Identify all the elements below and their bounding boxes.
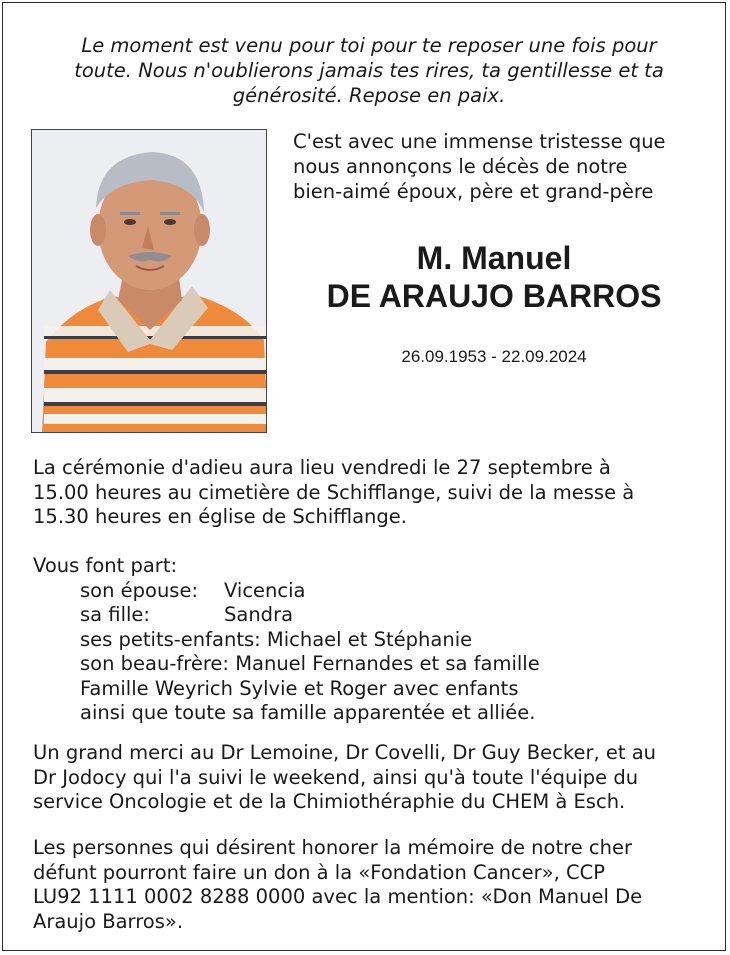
family-relation: ses petits-enfants: bbox=[80, 627, 261, 651]
quote-line: toute. Nous n'oublierons jamais tes rires, ta gentillesse et ta bbox=[74, 59, 664, 82]
quote-line: Le moment est venu pour toi pour te reposer une fois pour bbox=[81, 34, 657, 57]
family-list bbox=[33, 554, 705, 726]
thanks-line: Un grand merci au Dr Lemoine, Dr Covelli, Dr Guy Becker, et au bbox=[33, 741, 657, 764]
thanks-paragraph bbox=[33, 741, 705, 815]
donation-line: défunt pourront faire un don à la «Fondation Cancer», CCP bbox=[33, 860, 605, 884]
donation-line: Araujo Barros». bbox=[33, 909, 184, 933]
family-row bbox=[33, 677, 705, 702]
family-heading: Vous font part: bbox=[33, 554, 178, 577]
family-member: Famille Weyrich Sylvie et Roger avec enfants bbox=[80, 676, 519, 700]
family-member: Sandra bbox=[224, 603, 294, 626]
ceremony-line: 15.00 heures au cimetière de Schifflange, suivi de la messe à bbox=[33, 480, 635, 504]
deceased-first-line: M. Manuel bbox=[416, 240, 572, 276]
announcement-intro bbox=[293, 129, 705, 204]
deceased-name bbox=[293, 239, 695, 315]
family-row bbox=[33, 701, 705, 726]
memorial-quote bbox=[33, 33, 705, 108]
thanks-line: service Oncologie et de la Chimiothéraphie du CHEM à Esch. bbox=[33, 790, 626, 813]
intro-line: nous annonçons le décès de notre bbox=[293, 155, 628, 178]
family-member: Vicencia bbox=[224, 578, 306, 602]
ceremony-line: 15.30 heures en église de Schifflange. bbox=[33, 505, 407, 528]
family-row bbox=[33, 628, 705, 653]
family-row bbox=[33, 652, 705, 677]
ceremony-paragraph bbox=[33, 456, 705, 530]
deceased-surname: DE ARAUJO BARROS bbox=[326, 278, 662, 314]
family-member: Michael et Stéphanie bbox=[266, 627, 473, 651]
donation-paragraph bbox=[33, 836, 705, 934]
family-relation: son beau-frère: bbox=[80, 652, 229, 675]
family-row bbox=[33, 603, 705, 628]
donation-line: LU92 1111 0002 8288 0000 avec la mention: «Don Manuel De bbox=[33, 885, 643, 908]
family-member: ainsi que toute sa famille apparentée et alliée. bbox=[80, 701, 536, 724]
thanks-line: Dr Jodocy qui l'a suivi le weekend, ainsi qu'à toute l'équipe du bbox=[33, 765, 639, 789]
intro-line: bien-aimé époux, père et grand-père bbox=[293, 180, 654, 203]
family-relation: son épouse: bbox=[80, 578, 199, 602]
life-dates: 26.09.1953 - 22.09.2024 bbox=[401, 347, 587, 366]
family-row bbox=[33, 579, 705, 604]
donation-line: Les personnes qui désirent honorer la mémoire de notre cher bbox=[33, 836, 632, 859]
family-member: Manuel Fernandes et sa famille bbox=[235, 652, 540, 675]
ceremony-line: La cérémonie d'adieu aura lieu vendredi le 27 septembre à bbox=[33, 456, 611, 479]
portrait-photo bbox=[31, 129, 267, 433]
family-relation: sa fille: bbox=[80, 603, 150, 626]
intro-line: C'est avec une immense tristesse que bbox=[293, 130, 666, 153]
portrait-illustration bbox=[32, 130, 267, 433]
obituary-card bbox=[2, 2, 726, 951]
quote-line: générosité. Repose en paix. bbox=[232, 84, 506, 107]
